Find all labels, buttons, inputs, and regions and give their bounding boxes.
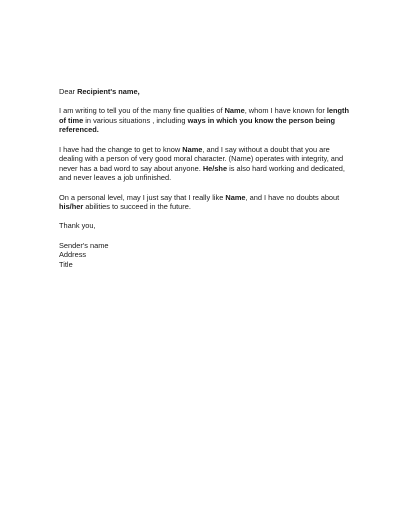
reference-letter <box>59 87 354 269</box>
sender-name: Sender's name <box>59 240 109 250</box>
paragraph-character <box>59 145 354 183</box>
closing: Thank you, <box>59 221 96 231</box>
paragraph1-text-1: I am writing to tell you of the many fine qualities of <box>59 106 225 116</box>
sender-address: Address <box>59 250 87 260</box>
sender-title: Title <box>59 259 73 269</box>
paragraph3-text-1: On a personal level, may I just say that I really like <box>59 192 226 202</box>
paragraph2-text-3: is also hard working and dedicated, and never leaves a job unfinished. <box>59 163 345 183</box>
salutation-prefix: Dear <box>59 87 78 96</box>
paragraph1-text-3: in various situations , including <box>83 115 188 125</box>
paragraph2-text-2: , and I say without a doubt that you are dealing with a person of very good moral character. (Name) operates with integrity, and never has a bad word to say about anyone. <box>59 144 344 173</box>
paragraph3-text-2: , and I have no doubts about <box>245 192 340 202</box>
paragraph1-name: Name <box>224 106 245 116</box>
recipient-name: Recipient's name, <box>77 87 140 96</box>
paragraph2-pronoun: He/she <box>202 163 228 173</box>
paragraph3-name: Name <box>225 192 246 202</box>
paragraph2-name: Name <box>182 144 203 154</box>
salutation <box>59 87 354 97</box>
paragraph-personal <box>59 193 354 212</box>
paragraph3-text-3: abilities to succeed in the future. <box>83 202 191 212</box>
paragraph3-pronoun: his/her <box>59 202 84 212</box>
paragraph2-text-1: I have had the change to get to know <box>59 144 183 154</box>
signature-block <box>59 241 354 270</box>
paragraph1-text-2: , whom I have known for <box>244 106 327 116</box>
paragraph1-ways: ways in which you know the person being referenced. <box>59 115 336 135</box>
paragraph1-length-of-time: length of time <box>59 106 350 125</box>
paragraph-introduction <box>59 106 354 135</box>
